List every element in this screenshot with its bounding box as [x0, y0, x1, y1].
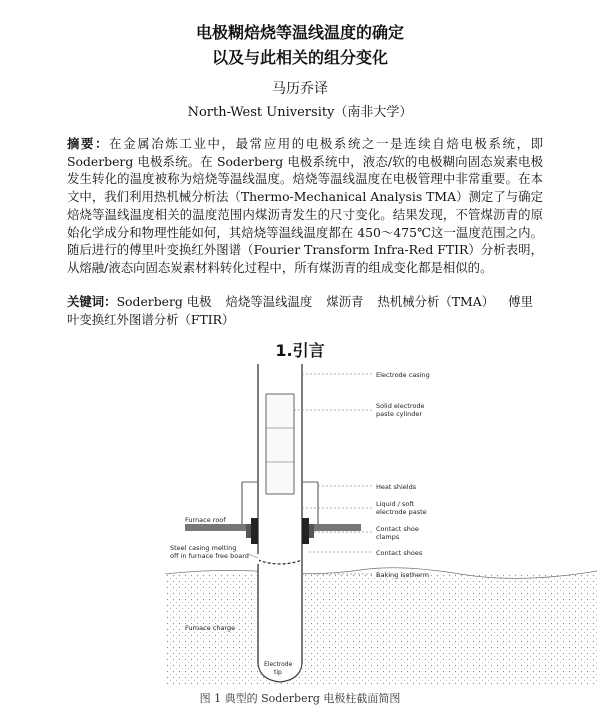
- figure-diagram: [160, 364, 600, 684]
- translator: 马历乔译: [272, 81, 328, 97]
- furnace-roof-left: [185, 524, 249, 531]
- title-line-2: 以及与此相关的组分变化: [211, 48, 388, 67]
- furnace-roof-right: [311, 524, 361, 531]
- label-steel-casing-2: off in furnace free board: [170, 552, 249, 560]
- label-liquid-paste-2: electrode paste: [376, 508, 427, 516]
- contact-shoe-left: [251, 518, 258, 544]
- keyword-item: 焙烧等温线温度: [225, 294, 313, 309]
- clamp-right: [309, 524, 314, 538]
- section-heading: 1.引言: [275, 341, 325, 360]
- keyword-item: 煤沥青: [326, 294, 364, 309]
- label-liquid-paste: Liquid / soft: [376, 500, 415, 508]
- keywords-label: 关键词：: [67, 294, 117, 309]
- figure-caption: 图 1 典型的 Soderberg 电极柱截面简图: [199, 692, 401, 705]
- label-electrode-tip-2: tip: [274, 669, 282, 676]
- leader-line: [248, 554, 258, 558]
- label-heat-shields: Heat shields: [376, 483, 417, 491]
- abstract: [67, 135, 543, 277]
- clamp-left: [246, 524, 251, 538]
- title-line-1: 电极糊焙烧等温线温度的确定: [195, 23, 404, 42]
- keyword-item: Soderberg 电极: [116, 294, 212, 309]
- label-solid-paste: Solid electrode: [376, 402, 425, 410]
- abstract-text: 在金属冶炼工业中，最常应用的电极系统之一是连续自焙电极系统，即 Soderberg 电极系统。在 Soderberg 电极系统中，液态/软的电极糊向固态炭素电极发生转化的温度被称为焙烧等温线温度。焙烧等温线温度在电极管理中非常重要。在本文中，我们利用热机械分析法（Thermo-Mechanical Analysis TMA）测定了与确定焙烧等温线温度相关的温度范围内煤沥青发生的尺寸变化。结果发现，不管煤沥青的原始化学成分和物理性能如何，其焙烧等温线温度都在 450～475℃这一温度范围之内。随后进行的傅里叶变换红外图谱（Fourier Transform Infra-Red FTIR）分析表明，从熔融/液态向固态炭素材料转化过程中，所有煤沥青的组成变化都是相似的。: [67, 136, 544, 275]
- label-furnace-roof: Furnace roof: [185, 516, 226, 524]
- label-contact-shoes: Contact shoes: [376, 549, 423, 557]
- label-electrode-tip: Electrode: [264, 661, 293, 668]
- label-baking-isotherm: Baking isotherm: [376, 571, 430, 579]
- label-contact-clamps-2: clamps: [376, 533, 400, 541]
- label-solid-paste-2: paste cylinder: [376, 410, 423, 418]
- label-electrode-casing: Electrode casing: [376, 371, 430, 379]
- keyword-item: 热机械分析（TMA）: [377, 294, 495, 309]
- soderberg-electrode-figure: [160, 364, 600, 684]
- keywords: [67, 293, 543, 328]
- label-steel-casing: Steel casing melting: [170, 544, 237, 552]
- label-contact-clamps: Contact shoe: [376, 525, 419, 533]
- affiliation: North-West University（南非大学）: [187, 105, 413, 120]
- solid-paste-cylinder: [266, 394, 294, 494]
- keyword-item: 傅里叶变换红外图谱分析（FTIR）: [67, 294, 533, 327]
- abstract-label: 摘要：: [67, 136, 110, 151]
- label-furnace-charge: Furnace charge: [185, 624, 236, 632]
- contact-shoe-right: [302, 518, 309, 544]
